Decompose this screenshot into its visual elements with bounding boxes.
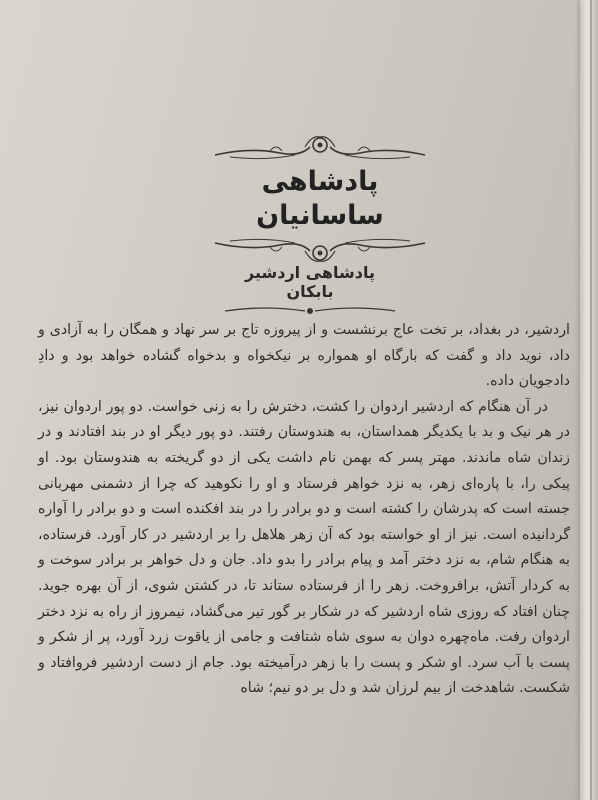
chapter-header	[210, 125, 430, 230]
subsection-header	[220, 263, 400, 319]
paragraph-1: اردشیر، در بغداد، بر تخت عاج برنشست و از پیروزه تاج بر سر نهاد و همگان را به آزادی و داد، نوید داد و گفت که بارگاه او همواره بر نیکخواه و بدخواه گشاده خواهد بود و دادِ دادجویان داده.	[38, 322, 570, 390]
subsection-title: پادشاهی اردشیر بابکان	[245, 263, 375, 301]
paragraph-2: در آن هنگام که اردشیر اردوان را کشت، دخترش را به زنی خواست. دو پور اردوان نیز، در هر نیک و بد با یکدیگر همداستان، به هندوستان رفتند. دو پور دیگر او در بند افتادند و در زندان شاه ماندند. مهتر پسر که بهمن نام داشت یکی از دو گریخته به هندوستان بود. او پیکی را، با پاره‌ای زهر، به نزد خواهر فرستاد و او را نکوهید که چرا از دشمنی مهربانی جسته است که پدرشان را کشته است و دو برادر را در بند افکنده است و دو برادر را آواره گردانیده است. نیز از او خواسته بود که آن زهر هلاهل را بر اردشیر در کار آورد. فرستاده، به هنگام شام، به نزد دختر آمد و پیام برادر را بدو داد. جان و دل خواهر بر برادر سوخت و به کردار آتش، برافروخت. زهر را از فرستاده ستاند تا، در کشتن شوی، از آن بهره جوید. چنان افتاد که روزی شاه اردشیر که در شکار بر گور تیر می‌گشاد، نیمروز از راه به نزد دختر اردوان رفت. ماه‌چهره دوان به سوی شاه شتافت و جامی از یاقوت زرد آورد، پر از شکر و پست با آب سرد. او شکر و پست را با زهر درآمیخته بود. جام از دست اردشیر فروافتاد و شکست. شاهدخت از بیم لرزان شد و دل بر دو نیم؛ شاه	[38, 398, 570, 697]
page-edge	[580, 0, 598, 800]
page-edge-line	[590, 0, 592, 800]
chapter-title: پادشاهی ساسانیان	[256, 166, 384, 231]
subsection-ornament-icon	[220, 303, 400, 319]
top-ornament-icon	[210, 125, 430, 165]
body-text	[38, 318, 570, 702]
